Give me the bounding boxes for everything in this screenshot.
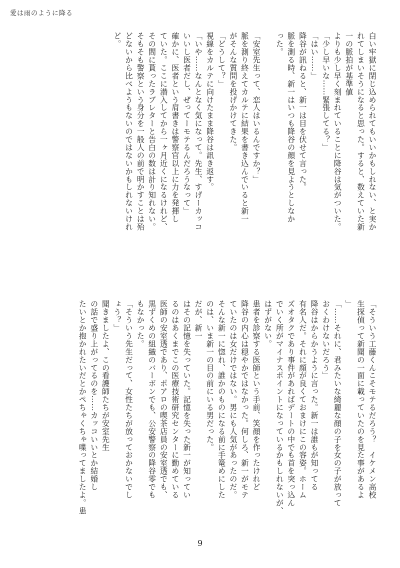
text-line: もなかった。 [136, 300, 146, 348]
text-line: がそんな質問を投げかけてきた。 [228, 32, 238, 152]
text-line: はずがない。 [263, 300, 273, 348]
text-line: そもそも警察という身分を一般人の前で明かすことは殆 [136, 32, 146, 231]
text-line: その間に貰ったラブレターと告白の数は計り知れない。 [147, 32, 157, 231]
text-line: よりも少し早く刻まれていることに降谷は気がついた。 [333, 32, 343, 231]
text-line: 降谷の内心は穏やかではなかった。何しろ、新一がモテ [240, 300, 250, 499]
text-line: 確かに、医者という肩書きは警察官以上に力を発揮し [170, 32, 180, 223]
text-line: 黒ずくめの組織のバーボンでも、公安警察の降谷零でも [147, 300, 157, 499]
text-line: そんな新一に惚れ、誰かのものになる前に手篭めにした [217, 300, 227, 499]
text-line: 脈を測り終えてカルテに結果を書き込んでいると新一 [240, 32, 250, 223]
text-line: るのはあくまでこの医療技術研究センターに勤めている [170, 300, 180, 499]
running-header: 愛は雨のように降る [10, 9, 73, 17]
page-number: 9 [197, 539, 203, 548]
text-line: おくわけないだろう」 [321, 300, 331, 380]
text-line: 「少し早いな……緊張してる？」 [321, 32, 331, 152]
body-text-upper [32, 32, 378, 290]
text-line [262, 32, 274, 290]
text-line: 「……それに、君みたいな綺麗な顔の子を女の子が放って [333, 300, 343, 507]
text-line: 「はい……」 [310, 32, 320, 80]
text-line: 降谷はからかうように言った。新一は誰もが知ってる [310, 300, 320, 491]
text-line: だが、新一 [194, 300, 204, 340]
text-line: 降谷が訊ねると、新一は目を伏せて言った。 [298, 32, 308, 191]
text-line: 「どうして？」 [217, 32, 227, 88]
text-line: 聞きましたよ、この看護師たちが安室先生 [101, 300, 111, 452]
text-line: 患者を診察する医師という手前、笑顔を作ったけれど [252, 300, 262, 491]
text-line: 生探偵って新聞の一面に載っていたのを見た事があるよ [356, 300, 366, 499]
text-line: 「そういう先生だって、女性たちが放っておかないでし [124, 300, 134, 499]
text-line: 脈を測る時、新一はいつも降谷の顔を見ようとしなか [286, 32, 296, 223]
text-line: 「いや……なんとなく気になって。先生、すげーカッコ [194, 32, 204, 231]
text-line: 視線をカルテに向けたまま降谷は訊き返す。 [205, 32, 215, 191]
text-line: いいし医者だし、ぜってーモテるんだろうなって」 [182, 32, 192, 215]
text-line: 一の脈拍が基準値 [344, 32, 354, 96]
text-line: どないから比べようもないのではないかもしれないけれ [124, 32, 134, 231]
text-line: 白い牢獄に閉じ込められてもいいかもしれない、と実か [368, 32, 377, 231]
text-line: たいとか抱かれたいだとかぺちゃくちゃ喋ってましたよ。患 [78, 300, 88, 515]
text-line: 「安室先生って、恋人はいるんですか？」 [252, 32, 262, 184]
text-line: 」 [344, 300, 354, 308]
text-line: 「そういう工藤くんこそモテるだろう？ イケメン高校 [368, 300, 377, 499]
text-line: ょう？」 [112, 300, 122, 332]
text-line: 医師の安室透であり、ポアロの喫茶店員の安室透でも、 [159, 300, 169, 499]
body-text-lower [32, 300, 378, 536]
text-line: った。 [275, 32, 285, 56]
text-line: の話で盛り上がってるのを……カッコいいとか結婚し [89, 300, 99, 491]
text-line: ていたのは女だけではない。男にも人気があったのだ。 [228, 300, 238, 499]
text-line: でいく所がマイナスポイントになっているかもしれないが、 [275, 300, 285, 515]
text-line: ていた。ここに潜入してから一ヶ月近くになるけれど、 [159, 32, 169, 231]
text-line: 有名人だ。それに顔が良くておまけにこの容姿。ホーム [298, 300, 308, 499]
text-line: ズオタクであり事件があればデートの中でも首を突っ込ん [286, 300, 296, 507]
text-line: のは、いま新一の目の前にいる男だった。 [205, 300, 215, 452]
text-line: れてしまいそうになると思った。すると、数えていた新 [356, 32, 366, 231]
text-line: はその記憶を失っていた。記憶を失った新一が知ってい [182, 300, 192, 499]
text-line: ど。 [112, 32, 122, 48]
